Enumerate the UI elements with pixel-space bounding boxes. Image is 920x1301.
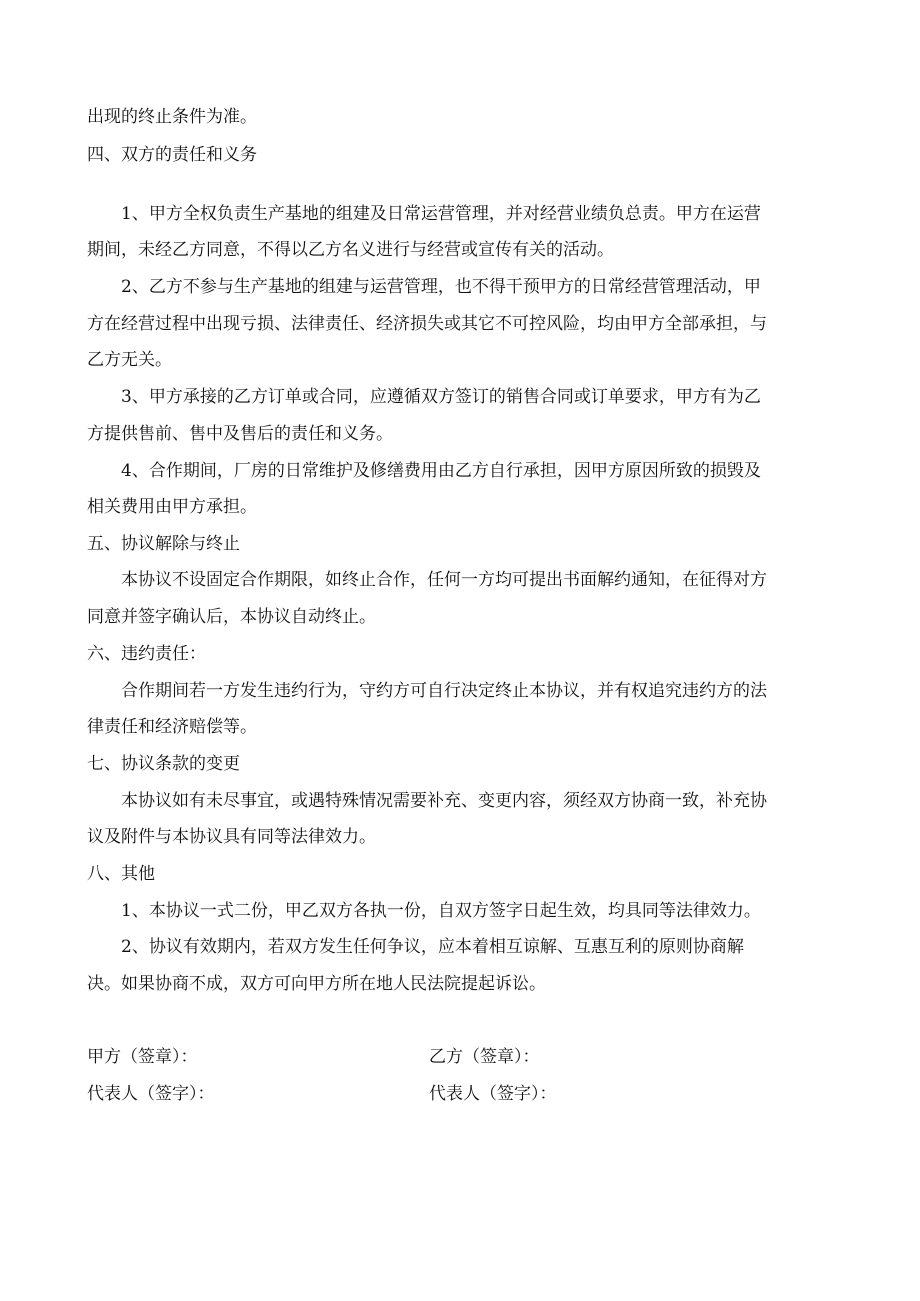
section-5-line-1: 本协议不设固定合作期限，如终止合作，任何一方均可提出书面解约通知，在征得对方 bbox=[121, 570, 767, 590]
clause-4-4-line-2: 相关费用由甲方承担。 bbox=[87, 497, 257, 517]
section-heading-6: 六、违约责任： bbox=[87, 644, 206, 664]
party-a-rep-label: 代表人（签字）： bbox=[87, 1084, 215, 1104]
party-b-rep-label: 代表人（签字）： bbox=[429, 1084, 557, 1104]
paragraph-continuation: 出现的终止条件为准。 bbox=[87, 107, 257, 127]
clause-4-1-line-2: 期间，未经乙方同意，不得以乙方名义进行与经营或宣传有关的活动。 bbox=[87, 240, 614, 260]
clause-4-3-line-2: 方提供售前、售中及售后的责任和义务。 bbox=[87, 424, 393, 444]
section-7-line-2: 议及附件与本协议具有同等法律效力。 bbox=[87, 827, 376, 847]
clause-4-2-line-3: 乙方无关。 bbox=[87, 350, 172, 370]
section-7-line-1: 本协议如有未尽事宜，或遇特殊情况需要补充、变更内容，须经双方协商一致，补充协 bbox=[121, 791, 767, 811]
section-6-line-1: 合作期间若一方发生违约行为，守约方可自行决定终止本协议，并有权追究违约方的法 bbox=[121, 681, 767, 701]
party-b-seal-label: 乙方（签章）： bbox=[429, 1047, 540, 1067]
clause-4-3-line-1: 3、甲方承接的乙方订单或合同，应遵循双方签订的销售合同或订单要求，甲方有为乙 bbox=[121, 387, 761, 407]
section-heading-4: 四、双方的责任和义务 bbox=[87, 145, 257, 165]
clause-4-2-line-1: 2、乙方不参与生产基地的组建与运营管理，也不得干预甲方的日常经营管理活动，甲 bbox=[121, 277, 761, 297]
section-heading-7: 七、协议条款的变更 bbox=[87, 754, 240, 774]
clause-4-2-line-2: 方在经营过程中出现亏损、法律责任、经济损失或其它不可控风险，均由甲方全部承担，与 bbox=[87, 314, 767, 334]
section-6-line-2: 律责任和经济赔偿等。 bbox=[87, 717, 257, 737]
clause-8-2-line-1: 2、协议有效期内，若双方发生任何争议，应本着相互谅解、互惠互利的原则协商解 bbox=[121, 937, 744, 957]
party-a-seal-label: 甲方（签章）： bbox=[87, 1047, 198, 1067]
clause-8-2-line-2: 决。如果协商不成，双方可向甲方所在地人民法院提起诉讼。 bbox=[87, 974, 546, 994]
section-heading-8: 八、其他 bbox=[87, 864, 155, 884]
clause-8-1: 1、本协议一式二份，甲乙双方各执一份，自双方签字日起生效，均具同等法律效力。 bbox=[121, 901, 761, 921]
section-5-line-2: 同意并签字确认后，本协议自动终止。 bbox=[87, 607, 376, 627]
section-heading-5: 五、协议解除与终止 bbox=[87, 534, 240, 554]
clause-4-4-line-1: 4、合作期间，厂房的日常维护及修缮费用由乙方自行承担，因甲方原因所致的损毁及 bbox=[121, 461, 761, 481]
clause-4-1-line-1: 1、甲方全权负责生产基地的组建及日常运营管理，并对经营业绩负总责。甲方在运营 bbox=[121, 204, 761, 224]
